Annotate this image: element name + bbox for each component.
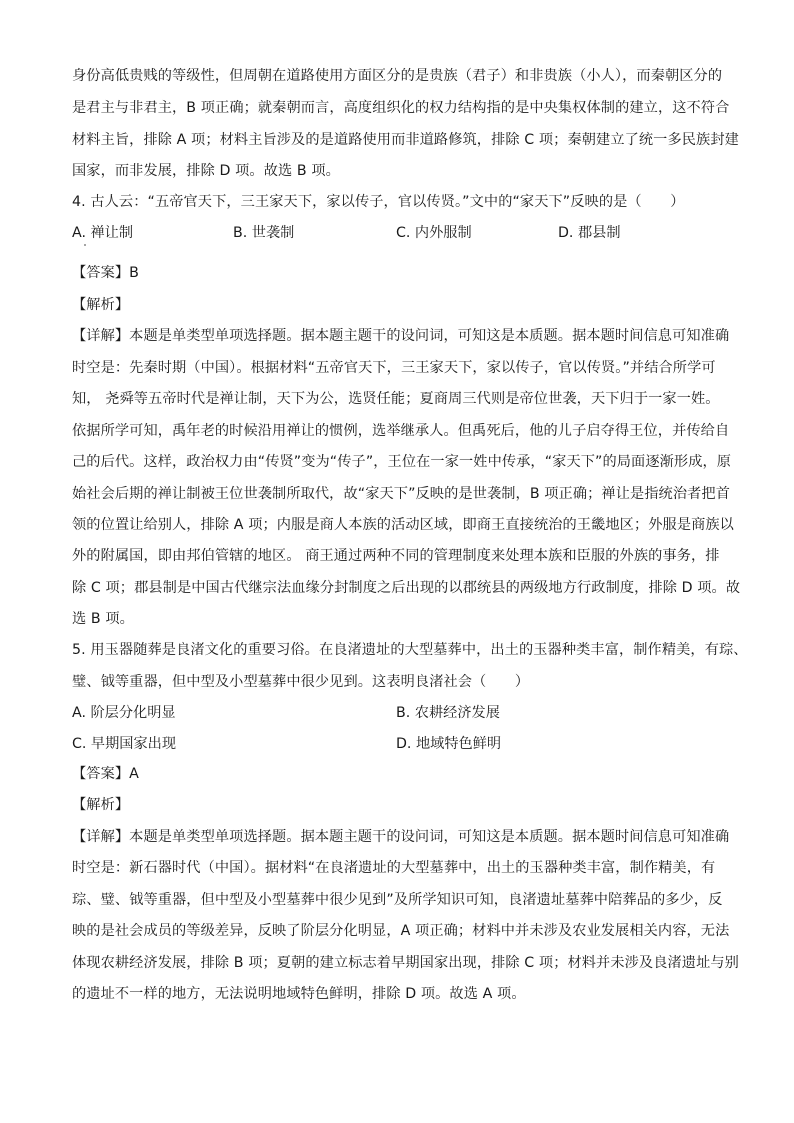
q4-analysis-label: 【解析】 — [72, 297, 130, 313]
question-4-stem: 4. 古人云：“五帝官天下，三王家天下，家以传子，官以传贤。”文中的“家天下”反映的是（ ） — [72, 194, 685, 210]
q4-detail-line: 领的位置让给别人，排除 A 项；内服是商人本族的活动区域，即商王直接统治的王畿地区；外服是商族以 — [72, 517, 734, 533]
stray-dot — [84, 244, 86, 246]
q4-detail-line: 知， 尧舜等五帝时代是禅让制，天下为公，选贤任能；夏商周三代则是帝位世袭，天下归于一家一姓。 — [72, 391, 720, 407]
q5-option-d: D. 地域特色鲜明 — [396, 736, 502, 752]
q5-detail-line: 琮、璧、钺等重器，但中型及小型墓葬中很少见到”及所学知识可知，良渚遗址墓葬中陪葬品的多少，反 — [72, 892, 723, 908]
q4-option-d: D. 郡县制 — [558, 225, 621, 241]
q4-detail-line: 己的后代。这样，政治权力由“传贤”变为“传子”，王位在一家一姓中传承，“家天下”的局面逐渐形成，原 — [72, 454, 732, 470]
q5-answer: 【答案】A — [72, 766, 139, 782]
q4-detail-line: 外的附属国，即由邦伯管辖的地区。 商王通过两种不同的管理制度来处理本族和臣服的外族的事务，排 — [72, 548, 720, 564]
q5-detail-line: 体现农耕经济发展，排除 B 项；夏朝的建立标志着早期国家出现，排除 C 项；材料并未涉及良渚遗址与别 — [72, 955, 739, 971]
q5-option-c: C. 早期国家出现 — [72, 736, 177, 752]
question-5-stem: 5. 用玉器随葬是良渚文化的重要习俗。在良渚遗址的大型墓葬中，出土的玉器种类丰富，制作精美，有琮、 — [72, 642, 748, 658]
q4-detail-line: 依据所学可知，禹年老的时候沿用禅让的惯例，选举继承人。但禹死后，他的儿子启夺得王位，并传给自 — [72, 423, 730, 439]
q5-detail-line: 【详解】本题是单类型单项选择题。据本题主题干的设问词，可知这是本质题。据本题时间信息可知准确 — [72, 829, 730, 845]
q4-detail-line: 除 C 项；郡县制是中国古代继宗法血缘分封制度之后出现的以郡统县的两级地方行政制度，排除 D 项。故 — [72, 580, 741, 596]
intro-line: 身份高低贵贱的等级性，但周朝在道路使用方面区分的是贵族（君子）和非贵族（小人），而秦朝区分的 — [72, 68, 723, 84]
q5-option-a: A. 阶层分化明显 — [72, 705, 176, 721]
q5-detail-line: 映的是社会成员的等级差异，反映了阶层分化明显，A 项正确；材料中并未涉及农业发展相关内容，无法 — [72, 923, 730, 939]
q4-option-b: B. 世袭制 — [233, 225, 295, 241]
q4-detail-line: 【详解】本题是单类型单项选择题。据本题主题干的设问词，可知这是本质题。据本题时间信息可知准确 — [72, 328, 730, 344]
q5-detail-line: 时空是：新石器时代（中国）。据材料“在良渚遗址的大型墓葬中，出土的玉器种类丰富，制作精美，有 — [72, 860, 716, 876]
q4-option-a: A. 禅让制 — [72, 225, 134, 241]
q4-answer: 【答案】B — [72, 265, 139, 281]
q5-option-b: B. 农耕经济发展 — [396, 705, 500, 721]
q5-detail-line: 的遗址不一样的地方，无法说明地域特色鲜明，排除 D 项。故选 A 项。 — [72, 986, 526, 1002]
intro-line: 国家，而非发展，排除 D 项。故选 B 项。 — [72, 163, 340, 179]
intro-line: 是君主与非君主，B 项正确；就秦朝而言，高度组织化的权力结构指的是中央集权体制的建立，这不符合 — [72, 100, 730, 116]
question-5-stem: 璧、钺等重器，但中型及小型墓葬中很少见到。这表明良渚社会（ ） — [72, 674, 530, 690]
q4-detail-line: 时空是：先秦时期（中国）。根据材料“五帝官天下，三王家天下，家以传子，官以传贤。”并结合所学可 — [72, 360, 716, 376]
q4-detail-line: 始社会后期的禅让制被王位世袭制所取代，故“家天下”反映的是世袭制，B 项正确；禅让是指统治者把首 — [72, 486, 730, 502]
q4-option-c: C. 内外服制 — [396, 225, 472, 241]
q4-detail-line: 选 B 项。 — [72, 611, 134, 627]
q5-analysis-label: 【解析】 — [72, 797, 130, 813]
intro-line: 材料主旨，排除 A 项；材料主旨涉及的是道路使用而非道路修筑，排除 C 项；秦朝建立了统一多民族封建 — [72, 132, 739, 148]
